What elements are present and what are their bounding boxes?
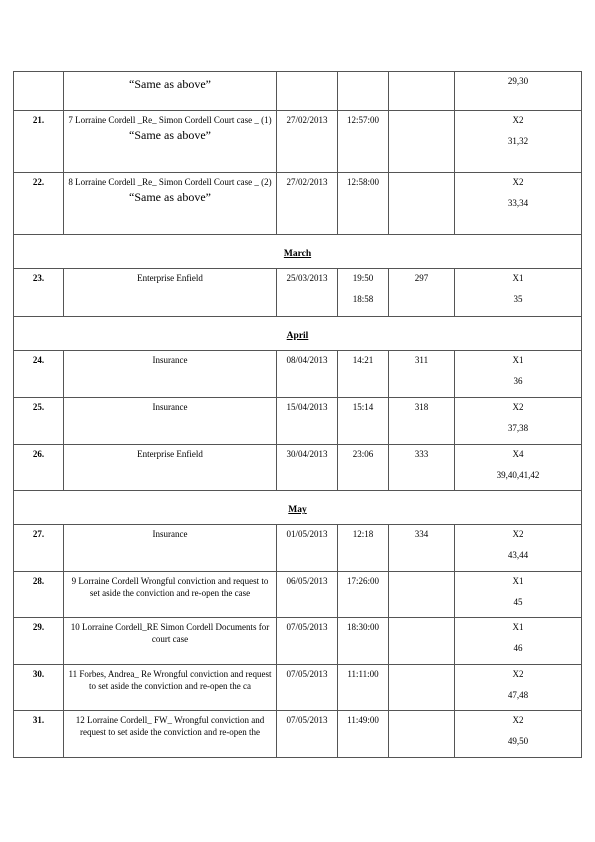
section-heading: May	[14, 491, 582, 525]
date-text: 25/03/2013	[286, 273, 328, 283]
date-text: 15/04/2013	[286, 402, 328, 412]
reference-cell	[389, 351, 455, 398]
row-number-cell	[14, 72, 64, 111]
exhibit-numbers: 45	[513, 596, 523, 607]
date-cell	[277, 665, 338, 711]
table-row	[14, 711, 582, 758]
description-text: Insurance	[152, 529, 188, 539]
section-row	[14, 317, 582, 351]
row-number: 30.	[32, 669, 45, 679]
exhibit-count: X2	[512, 715, 524, 725]
exhibit-count: X4	[512, 449, 524, 459]
exhibit-count: X2	[512, 529, 524, 539]
description-text: Enterprise Enfield	[137, 273, 203, 283]
table-row	[14, 111, 582, 173]
exhibit-count: 29,30	[507, 76, 529, 86]
description-cell	[64, 72, 277, 111]
time-text: 11:11:00	[347, 669, 379, 679]
row-number-cell	[14, 665, 64, 711]
exhibit-numbers: 49,50	[507, 735, 529, 746]
exhibit-numbers: 43,44	[507, 549, 529, 560]
time-text: 12:58:00	[346, 177, 379, 187]
description-cell	[64, 173, 277, 235]
exhibit-count: X1	[512, 622, 524, 632]
exhibit-count: X1	[512, 576, 524, 586]
description-cell	[64, 398, 277, 445]
row-number: 26.	[32, 449, 45, 459]
reference-cell	[389, 665, 455, 711]
reference-number: 311	[414, 355, 429, 365]
exhibit-cell	[455, 445, 582, 491]
exhibit-count: X2	[512, 115, 524, 125]
reference-number: 318	[414, 402, 429, 412]
row-number-cell	[14, 269, 64, 317]
exhibit-numbers: 33,34	[507, 197, 529, 208]
row-number-cell	[14, 398, 64, 445]
table-body	[14, 72, 582, 758]
exhibit-count: X1	[512, 273, 524, 283]
exhibit-count: X2	[512, 402, 524, 412]
reference-cell	[389, 173, 455, 235]
reference-cell	[389, 269, 455, 317]
row-number-cell	[14, 111, 64, 173]
row-number-cell	[14, 618, 64, 665]
exhibit-cell	[455, 351, 582, 398]
row-number-cell	[14, 351, 64, 398]
description-cell	[64, 711, 277, 758]
exhibit-count: X2	[512, 669, 524, 679]
table-row	[14, 618, 582, 665]
exhibit-cell	[455, 72, 582, 111]
date-text: 01/05/2013	[286, 529, 328, 539]
time-cell	[338, 572, 389, 618]
time-cell	[338, 525, 389, 572]
evidence-table	[13, 71, 582, 758]
time-cell	[338, 665, 389, 711]
same-as-above-text: “Same as above”	[129, 127, 211, 142]
date-cell	[277, 111, 338, 173]
reference-cell	[389, 398, 455, 445]
time-cell	[338, 72, 389, 111]
exhibit-numbers: 37,38	[507, 422, 529, 433]
time-cell	[338, 351, 389, 398]
time-text-secondary: 18:58	[352, 293, 374, 304]
row-number: 23.	[32, 273, 45, 283]
description-cell	[64, 351, 277, 398]
date-cell	[277, 445, 338, 491]
exhibit-cell	[455, 665, 582, 711]
table-row	[14, 269, 582, 317]
reference-cell	[389, 445, 455, 491]
row-number: 25.	[32, 402, 45, 412]
date-cell	[277, 618, 338, 665]
date-cell	[277, 173, 338, 235]
date-cell	[277, 72, 338, 111]
time-text: 14:21	[352, 355, 374, 365]
description-cell	[64, 572, 277, 618]
description-text: 10 Lorraine Cordell_RE Simon Cordell Documents for court case	[70, 622, 270, 644]
description-cell	[64, 665, 277, 711]
row-number-cell	[14, 173, 64, 235]
exhibit-numbers: 31,32	[507, 135, 529, 146]
exhibit-cell	[455, 525, 582, 572]
time-cell	[338, 618, 389, 665]
exhibit-numbers: 36	[513, 375, 523, 386]
exhibit-cell	[455, 711, 582, 758]
exhibit-count: X2	[512, 177, 524, 187]
date-cell	[277, 572, 338, 618]
date-text: 27/02/2013	[286, 177, 328, 187]
description-text: 11 Forbes, Andrea_ Re Wrongful conviction and request to set aside the conviction and re-open the ca	[68, 669, 272, 691]
description-cell	[64, 618, 277, 665]
time-cell	[338, 398, 389, 445]
description-text: Insurance	[152, 355, 188, 365]
date-cell	[277, 525, 338, 572]
table-row	[14, 572, 582, 618]
time-text: 23:06	[352, 449, 374, 459]
description-cell	[64, 445, 277, 491]
row-number: 27.	[32, 529, 45, 539]
exhibit-count: X1	[512, 355, 524, 365]
row-number: 21.	[32, 115, 45, 125]
reference-cell	[389, 111, 455, 173]
row-number: 22.	[32, 177, 45, 187]
exhibit-cell	[455, 572, 582, 618]
time-text: 11:49:00	[347, 715, 379, 725]
row-number: 28.	[32, 576, 45, 586]
row-number: 29.	[32, 622, 45, 632]
description-cell	[64, 269, 277, 317]
date-cell	[277, 351, 338, 398]
time-text: 12:18	[352, 529, 374, 539]
time-text: 15:14	[352, 402, 374, 412]
exhibit-numbers: 35	[513, 293, 523, 304]
exhibit-cell	[455, 173, 582, 235]
description-text: 12 Lorraine Cordell_ FW_ Wrongful conviction and request to set aside the conviction and re-open the	[75, 715, 265, 737]
description-text: 9 Lorraine Cordell Wrongful conviction and request to set aside the conviction and re-open the case	[71, 576, 269, 598]
reference-number: 333	[414, 449, 429, 459]
section-row	[14, 235, 582, 269]
row-number: 24.	[32, 355, 45, 365]
exhibit-cell	[455, 618, 582, 665]
reference-cell	[389, 72, 455, 111]
exhibit-cell	[455, 111, 582, 173]
same-as-above-text: “Same as above”	[129, 189, 211, 204]
date-text: 07/05/2013	[286, 622, 328, 632]
description-text: Enterprise Enfield	[137, 449, 203, 459]
time-cell	[338, 173, 389, 235]
exhibit-numbers: 46	[513, 642, 523, 653]
time-text: 12:57:00	[346, 115, 379, 125]
time-cell	[338, 711, 389, 758]
table-row	[14, 445, 582, 491]
section-heading: March	[14, 235, 582, 269]
time-cell	[338, 111, 389, 173]
date-text: 06/05/2013	[286, 576, 328, 586]
reference-cell	[389, 711, 455, 758]
exhibit-cell	[455, 398, 582, 445]
description-text: Insurance	[152, 402, 188, 412]
time-text: 17:26:00	[346, 576, 379, 586]
exhibit-numbers: 39,40,41,42	[496, 469, 540, 480]
reference-cell	[389, 618, 455, 665]
table-row	[14, 398, 582, 445]
table-row	[14, 72, 582, 111]
reference-cell	[389, 525, 455, 572]
description-text: 8 Lorraine Cordell _Re_ Simon Cordell Court case _ (2)	[68, 177, 272, 187]
row-number-cell	[14, 525, 64, 572]
date-cell	[277, 269, 338, 317]
exhibit-numbers: 47,48	[507, 689, 529, 700]
description-text: 7 Lorraine Cordell _Re_ Simon Cordell Court case _ (1)	[68, 115, 272, 125]
date-cell	[277, 711, 338, 758]
reference-cell	[389, 572, 455, 618]
reference-number: 297	[414, 273, 429, 283]
row-number-cell	[14, 711, 64, 758]
row-number-cell	[14, 445, 64, 491]
table-row	[14, 665, 582, 711]
time-text: 18:30:00	[346, 622, 379, 632]
date-text: 30/04/2013	[286, 449, 328, 459]
description-cell	[64, 525, 277, 572]
time-text: 19:50	[352, 273, 374, 283]
date-text: 08/04/2013	[286, 355, 328, 365]
exhibit-cell	[455, 269, 582, 317]
date-cell	[277, 398, 338, 445]
same-as-above-text: “Same as above”	[129, 77, 211, 91]
table-row	[14, 351, 582, 398]
time-cell	[338, 269, 389, 317]
date-text: 07/05/2013	[286, 715, 328, 725]
row-number-cell	[14, 572, 64, 618]
reference-number: 334	[414, 529, 429, 539]
table-row	[14, 525, 582, 572]
date-text: 07/05/2013	[286, 669, 328, 679]
row-number: 31.	[32, 715, 45, 725]
time-cell	[338, 445, 389, 491]
section-row	[14, 491, 582, 525]
table-row	[14, 173, 582, 235]
description-cell	[64, 111, 277, 173]
date-text: 27/02/2013	[286, 115, 328, 125]
section-heading: April	[14, 317, 582, 351]
